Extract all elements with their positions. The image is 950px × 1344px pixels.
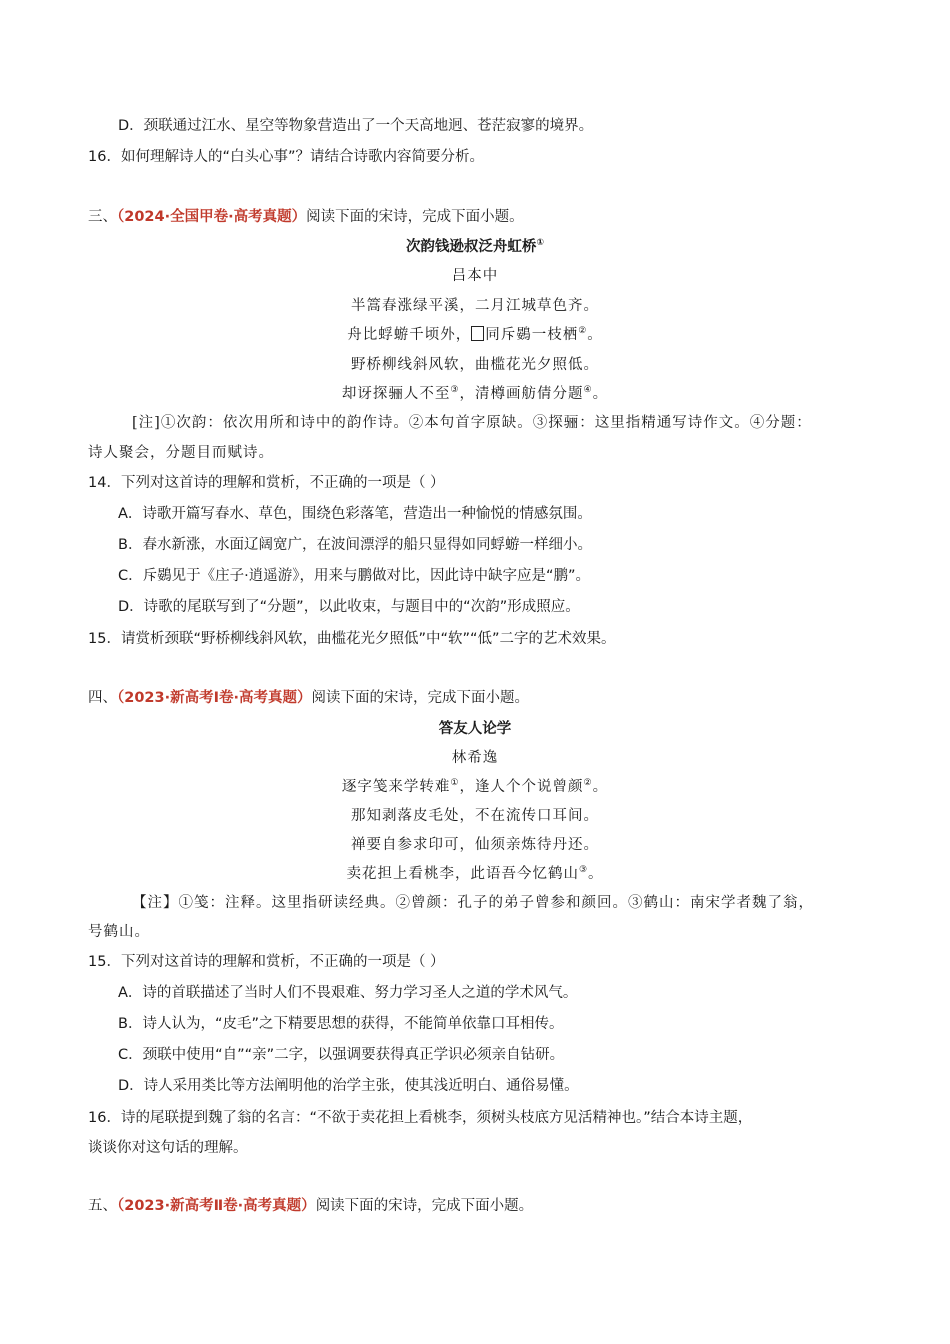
poem-note: [注]①次韵：依次用所和诗中的韵作诗。②本句首字原缺。③探骊：这里指精通写诗作文。④分题： (132, 415, 812, 431)
footnote-mark: ③ (450, 385, 460, 395)
poem-line-part: 卖花担上看桃李，此语吾今忆鹤山 (346, 866, 579, 882)
section-4-heading (0, 688, 950, 708)
footnote-mark: ① (536, 238, 545, 248)
option-a: A．诗歌开篇写春水、草色，围绕色彩落笔，营造出一种愉悦的情感氛围。 (118, 506, 592, 522)
question-16: 16．如何理解诗人的“白头心事”？请结合诗歌内容简要分析。 (88, 149, 484, 165)
poem-line-part: 逐字笺来学转难 (341, 779, 451, 795)
question-15: 15．请赏析颈联“野桥柳线斜风软，曲槛花光夕照低”中“软”“低”二字的艺术效果。 (88, 631, 616, 647)
poem-line: 却讶探骊人不至③，清樽画舫倩分题④。 (341, 385, 609, 402)
source-tag: （2023·新高考Ⅱ卷·高考真题） (117, 1198, 316, 1214)
poem-line-part: ，清樽画舫倩分题 (459, 386, 584, 402)
poem-line-part: 却讶探骊人不至 (341, 386, 451, 402)
poem-title-text: 次韵钱逊叔泛舟虹桥 (405, 239, 537, 255)
section-intro: 阅读下面的宋诗，完成下面小题。 (315, 1198, 534, 1214)
section-5-heading (0, 1196, 950, 1216)
section-prefix: 四、 (88, 690, 117, 706)
question-16: 16．诗的尾联提到魏了翁的名言：“不欲于卖花担上看桃李，须树头枝底方见活精神也。”结合本诗主题， (88, 1110, 753, 1126)
option-a: A．诗的首联描述了当时人们不畏艰难、努力学习圣人之道的学术风气。 (118, 985, 578, 1001)
section-intro: 阅读下面的宋诗，完成下面小题。 (306, 209, 524, 225)
footnote-mark: ② (583, 778, 593, 788)
option-d: D．颈联通过江水、星空等物象营造出了一个天高地迥、苍茫寂寥的境界。 (118, 118, 594, 134)
poem-line: 舟比蜉蝣千顷外， 同斥鷃一枝栖②。 (347, 326, 603, 343)
footnote-mark: ① (450, 778, 460, 788)
option-c: C．颈联中使用“自”“亲”二字，以强调要获得真正学识必须亲自钻研。 (118, 1047, 565, 1063)
option-b: B．春水新涨，水面辽阔宽广，在波间漂浮的船只显得如同蜉蝣一样细小。 (118, 537, 592, 553)
footnote-mark: ③ (578, 865, 589, 875)
option-d: D．诗歌的尾联写到了“分题”，以此收束，与题目中的“次韵”形成照应。 (118, 599, 580, 615)
footnote-mark: ④ (583, 385, 593, 395)
section-3-heading (0, 207, 950, 227)
poem-title (0, 237, 950, 257)
section-intro: 阅读下面的宋诗，完成下面小题。 (311, 690, 530, 706)
question-15: 15．下列对这首诗的理解和赏析，不正确的一项是（ ） (88, 954, 445, 970)
question-14: 14．下列对这首诗的理解和赏析，不正确的一项是（ ） (88, 475, 445, 491)
option-b: B．诗人认为，“皮毛”之下精要思想的获得，不能简单依靠口耳相传。 (118, 1016, 564, 1032)
missing-char-box (471, 326, 484, 341)
poem-line-part: ，逢人个个说曾颜 (459, 779, 584, 795)
option-d: D．诗人采用类比等方法阐明他的治学主张，使其浅近明白、通俗易懂。 (118, 1078, 579, 1094)
poem-line (0, 777, 950, 797)
poem-note-cont: 诗人聚会，分题目而赋诗。 (88, 445, 274, 461)
poem-line: 卖花担上看桃李，此语吾今忆鹤山③。 (346, 865, 604, 882)
poem-line-part: 舟比蜉蝣千顷外， (347, 327, 472, 343)
poem-line-part: 同斥鷃一枝栖 (485, 327, 579, 343)
poem-title: 答友人论学 (438, 721, 512, 737)
poem-author: 吕本中 (451, 268, 499, 284)
poem-line: 半篙春涨绿平溪，二月江城草色齐。 (351, 298, 599, 314)
poem-line: 野桥柳线斜风软，曲槛花光夕照低。 (351, 357, 599, 373)
poem-note: 【注】①笺：注释。这里指研读经典。②曾颜：孔子的弟子曾参和颜回。③鹤山：南宋学者魏了翁， (132, 895, 814, 911)
source-tag: （2023·新高考Ⅰ卷·高考真题） (117, 690, 312, 706)
poem-line: 禅要自参求印可，仙须亲炼待丹还。 (351, 837, 599, 853)
section-prefix: 五、 (88, 1198, 117, 1214)
footnote-mark: ② (578, 326, 588, 336)
option-c: C．斥鷃见于《庄子·逍遥游》，用来与鹏做对比，因此诗中缺字应是“鹏”。 (118, 568, 591, 584)
section-prefix: 三、 (88, 209, 117, 225)
source-tag: （2024·全国甲卷·高考真题） (117, 209, 307, 225)
poem-line: 那知剥落皮毛处，不在流传口耳间。 (351, 808, 599, 824)
question-16-cont: 谈谈你对这句话的理解。 (88, 1140, 248, 1156)
poem-author: 林希逸 (451, 750, 499, 766)
poem-line-part: 。 (592, 779, 609, 795)
poem-note-cont: 号鹤山。 (88, 924, 150, 940)
